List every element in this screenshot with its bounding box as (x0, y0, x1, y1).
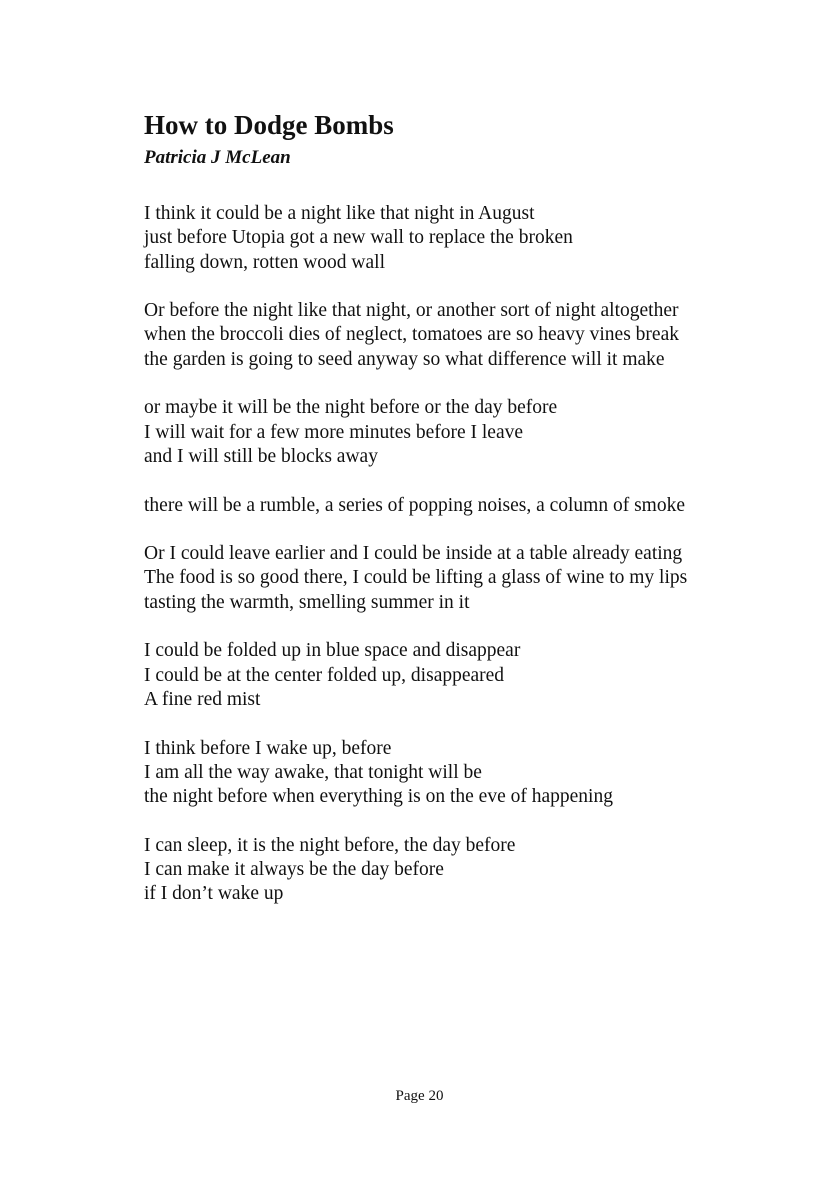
poem-line: I am all the way awake, that tonight will be (144, 761, 482, 783)
poem-line: Or I could leave earlier and I could be inside at a table already eating (144, 543, 683, 565)
poem-line: or maybe it will be the night before or the day before (144, 397, 558, 419)
poem-line: I can sleep, it is the night before, the day before (144, 834, 516, 856)
poem-title: How to Dodge Bombs (144, 110, 394, 140)
poem-line: when the broccoli dies of neglect, tomatoes are so heavy vines break (144, 324, 679, 346)
poem-line: I can make it always be the day before (144, 859, 444, 881)
stanza (144, 542, 804, 615)
poem-line: the night before when everything is on the eve of happening (144, 786, 613, 808)
poem-line: A fine red mist (144, 688, 261, 710)
stanza (144, 299, 804, 372)
poem-author: Patricia J McLean (144, 147, 291, 168)
poem-line: if I don’t wake up (144, 883, 284, 905)
poem-line: I will wait for a few more minutes before I leave (144, 421, 524, 443)
page-number: Page 20 (395, 1088, 444, 1104)
poem-line: and I will still be blocks away (144, 445, 378, 467)
poem-line: falling down, rotten wood wall (144, 251, 385, 273)
poem-line: I could be folded up in blue space and disappear (144, 640, 521, 662)
poem-line: there will be a rumble, a series of popping noises, a column of smoke (144, 494, 685, 516)
poem-line: tasting the warmth, smelling summer in it (144, 591, 470, 613)
stanza (144, 834, 804, 907)
stanza (144, 494, 804, 518)
poem-line: The food is so good there, I could be lifting a glass of wine to my lips (144, 567, 688, 589)
stanza (144, 396, 804, 469)
poem-line: Or before the night like that night, or another sort of night altogether (144, 300, 679, 322)
poem-body (144, 202, 804, 931)
poem-line: just before Utopia got a new wall to replace the broken (144, 227, 573, 249)
stanza (144, 737, 804, 810)
poem-line: I could be at the center folded up, disappeared (144, 664, 505, 686)
stanza (144, 639, 804, 712)
poem-line: I think before I wake up, before (144, 737, 392, 759)
stanza (144, 202, 804, 275)
poem-line: I think it could be a night like that night in August (144, 203, 535, 224)
poem-line: the garden is going to seed anyway so what difference will it make (144, 348, 665, 370)
